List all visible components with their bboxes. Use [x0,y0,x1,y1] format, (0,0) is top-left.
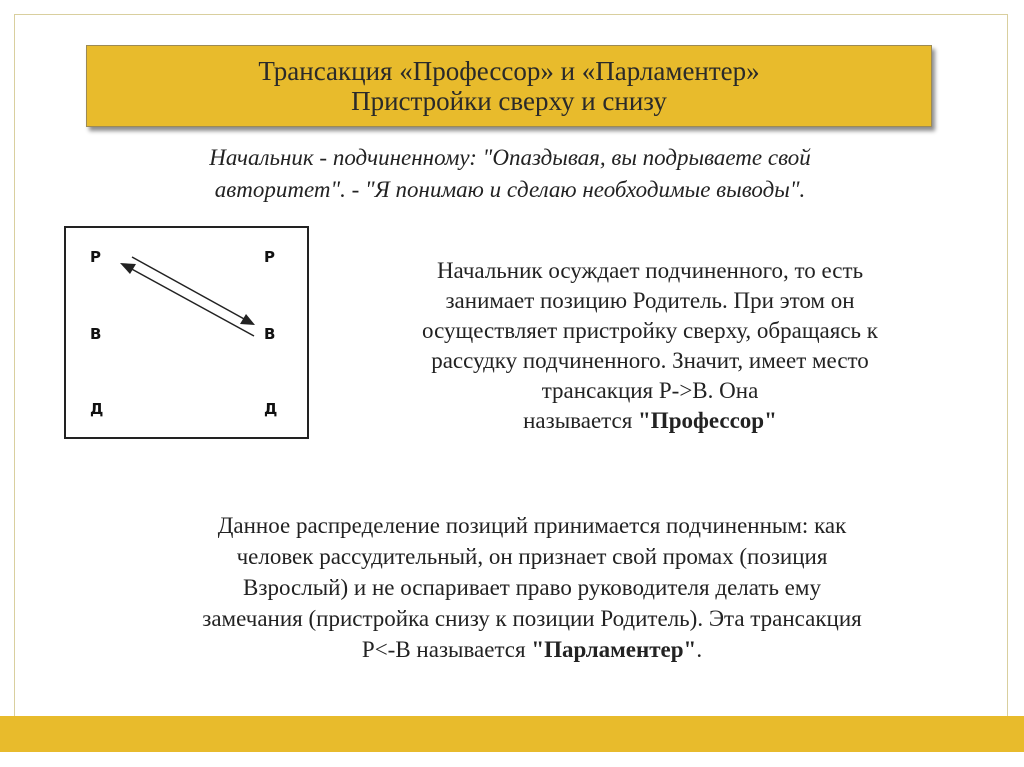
paragraph-line: Начальник осуждает подчиненного, то есть [436,258,864,283]
term-parlamenter: "Парламентер" [531,637,697,662]
paragraph-line: трансакция Р->В. Она [541,378,759,403]
paragraph-text: Р<-В называется [361,637,532,662]
paragraph-parlamenter [92,510,972,665]
paragraph-line: Данное распределение позиций принимается подчиненным: как [217,513,847,538]
paragraph-text: называется [523,408,639,433]
quote [90,142,930,206]
paragraph-line: занимает позицию Родитель. При этом он [445,288,855,313]
paragraph-line: Взрослый) и не оспаривает право руководителя делать ему [243,575,821,600]
term-professor: "Профессор" [638,408,777,433]
ego-state-diagram [64,226,309,439]
paragraph-text: . [696,637,703,662]
paragraph-line: человек рассудительный, он признает свой промах (позиция [236,544,828,569]
quote-line-2: авторитет". - "Я понимаю и сделаю необходимые выводы". [214,177,806,202]
left-state-parent: Р [90,248,101,266]
left-state-child: Д [90,400,104,418]
right-state-child: Д [264,400,278,418]
quote-line-1: Начальник - подчиненному: "Опаздывая, вы подрываете свой [209,145,811,170]
title-box [86,45,932,127]
right-state-adult: В [264,325,276,343]
arrowhead-to-right-b [240,314,255,325]
paragraph-line: осуществляет пристройку сверху, обращаясь к [422,318,878,343]
paragraph-professor [350,256,950,436]
title-line-1: Трансакция «Профессор» и «Парламентер» [258,56,760,86]
arrowhead-to-left-p [120,263,136,274]
paragraph-line: рассудку подчиненного. Значит, имеет место [431,348,869,373]
arrow-line-upper [128,267,254,336]
arrow-line-lower [132,257,246,320]
left-state-adult: В [90,325,102,343]
bottom-accent-bar [0,716,1024,752]
paragraph-last-line [92,634,972,665]
paragraph-line: замечания (пристройка снизу к позиции Родитель). Эта трансакция [202,606,862,631]
right-state-parent: Р [264,248,275,266]
paragraph-last-line [350,406,950,436]
title-line-2: Пристройки сверху и снизу [351,86,667,116]
